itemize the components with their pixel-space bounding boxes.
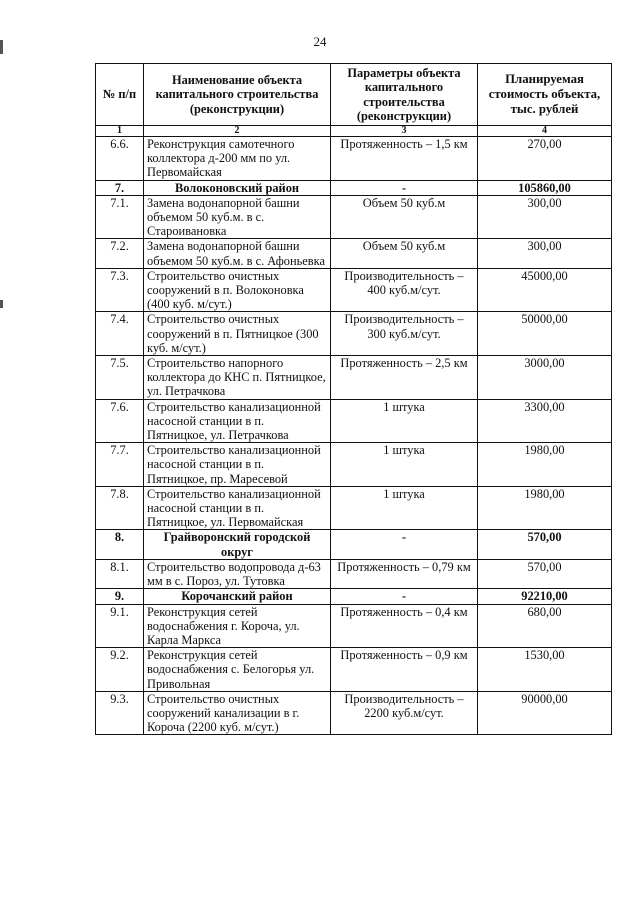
table-row [96, 486, 612, 530]
table-row [96, 443, 612, 487]
row-parameters: Протяженность – 2,5 км [331, 356, 478, 400]
row-number: 7.7. [96, 443, 144, 487]
row-cost: 3300,00 [478, 399, 612, 443]
header-num: № п/п [96, 64, 144, 126]
row-cost: 300,00 [478, 195, 612, 239]
row-object-name: Строительство напорного коллектора до КНС п. Пятницкое, ул. Петрачкова [144, 356, 331, 400]
row-cost: 3000,00 [478, 356, 612, 400]
section-title: Корочанский район [144, 589, 331, 604]
row-object-name: Реконструкция самотечного коллектора д-200 мм по ул. Первомайская [144, 137, 331, 181]
capital-construction-table [95, 63, 612, 735]
row-parameters: Протяженность – 0,79 км [331, 559, 478, 588]
row-object-name: Замена водонапорной башни объемом 50 куб.м. в с. Староивановка [144, 195, 331, 239]
row-number: 9.3. [96, 691, 144, 735]
page-number: 24 [313, 34, 327, 49]
row-cost: 570,00 [478, 559, 612, 588]
row-object-name: Замена водонапорной башни объемом 50 куб.м. в с. Афоньевка [144, 239, 331, 268]
row-parameters: 1 штука [331, 399, 478, 443]
scan-margin-mark [0, 300, 3, 308]
section-title: Грайворонский городской округ [144, 530, 331, 559]
row-object-name: Реконструкция сетей водоснабжения г. Короча, ул. Карла Маркса [144, 604, 331, 648]
row-cost: 50000,00 [478, 312, 612, 356]
row-cost: 680,00 [478, 604, 612, 648]
row-parameters: Производительность – 300 куб.м/сут. [331, 312, 478, 356]
row-parameters: Протяженность – 0,4 км [331, 604, 478, 648]
row-cost: 1980,00 [478, 443, 612, 487]
header-name: Наименование объекта капитального строительства (реконструкции) [144, 64, 331, 126]
row-number: 9.2. [96, 648, 144, 692]
table-row [96, 604, 612, 648]
table-row [96, 312, 612, 356]
row-number: 7.6. [96, 399, 144, 443]
section-cost: 570,00 [478, 530, 612, 559]
row-number: 7.3. [96, 268, 144, 312]
section-parameters: - [331, 589, 478, 604]
row-number: 6.6. [96, 137, 144, 181]
row-object-name: Строительство водопровода д-63 мм в с. Пороз, ул. Тутовка [144, 559, 331, 588]
table-row [96, 559, 612, 588]
row-number: 8.1. [96, 559, 144, 588]
row-parameters: Производительность – 2200 куб.м/сут. [331, 691, 478, 735]
column-number: 3 [331, 126, 478, 137]
table-row [96, 195, 612, 239]
column-number: 2 [144, 126, 331, 137]
row-number: 9.1. [96, 604, 144, 648]
section-number: 7. [96, 180, 144, 195]
section-cost: 105860,00 [478, 180, 612, 195]
row-number: 7.8. [96, 486, 144, 530]
section-row [96, 589, 612, 604]
table-row [96, 399, 612, 443]
section-row [96, 180, 612, 195]
row-parameters: Протяженность – 1,5 км [331, 137, 478, 181]
row-object-name: Строительство очистных сооружений канализации в г. Короча (2200 куб. м/сут.) [144, 691, 331, 735]
row-object-name: Строительство очистных сооружений в п. Волоконовка (400 куб. м/сут.) [144, 268, 331, 312]
row-object-name: Строительство канализационной насосной станции в п. Пятницкое, ул. Первомайская [144, 486, 331, 530]
row-number: 7.4. [96, 312, 144, 356]
row-parameters: Объем 50 куб.м [331, 195, 478, 239]
row-cost: 90000,00 [478, 691, 612, 735]
section-row [96, 530, 612, 559]
row-parameters: 1 штука [331, 486, 478, 530]
header-cost: Планируемая стоимость объекта, тыс. рублей [478, 64, 612, 126]
section-cost: 92210,00 [478, 589, 612, 604]
table-row [96, 137, 612, 181]
column-number: 4 [478, 126, 612, 137]
section-number: 9. [96, 589, 144, 604]
header-params: Параметры объекта капитального строительства (реконструкции) [331, 64, 478, 126]
table-row [96, 648, 612, 692]
row-cost: 1980,00 [478, 486, 612, 530]
row-cost: 270,00 [478, 137, 612, 181]
row-parameters: Производительность – 400 куб.м/сут. [331, 268, 478, 312]
row-cost: 1530,00 [478, 648, 612, 692]
row-parameters: Объем 50 куб.м [331, 239, 478, 268]
row-cost: 300,00 [478, 239, 612, 268]
table-row [96, 356, 612, 400]
table-header-row [96, 64, 612, 126]
row-number: 7.5. [96, 356, 144, 400]
column-number: 1 [96, 126, 144, 137]
table-row [96, 691, 612, 735]
row-object-name: Реконструкция сетей водоснабжения с. Белогорья ул. Привольная [144, 648, 331, 692]
row-object-name: Строительство очистных сооружений в п. Пятницкое (300 куб. м/сут.) [144, 312, 331, 356]
section-parameters: - [331, 180, 478, 195]
section-number: 8. [96, 530, 144, 559]
row-object-name: Строительство канализационной насосной станции в п. Пятницкое, пр. Маресевой [144, 443, 331, 487]
row-object-name: Строительство канализационной насосной станции в п. Пятницкое, ул. Петрачкова [144, 399, 331, 443]
section-parameters: - [331, 530, 478, 559]
row-parameters: 1 штука [331, 443, 478, 487]
column-number-row [96, 126, 612, 137]
row-number: 7.2. [96, 239, 144, 268]
row-cost: 45000,00 [478, 268, 612, 312]
row-parameters: Протяженность – 0,9 км [331, 648, 478, 692]
table-row [96, 268, 612, 312]
row-number: 7.1. [96, 195, 144, 239]
table-row [96, 239, 612, 268]
section-title: Волоконовский район [144, 180, 331, 195]
